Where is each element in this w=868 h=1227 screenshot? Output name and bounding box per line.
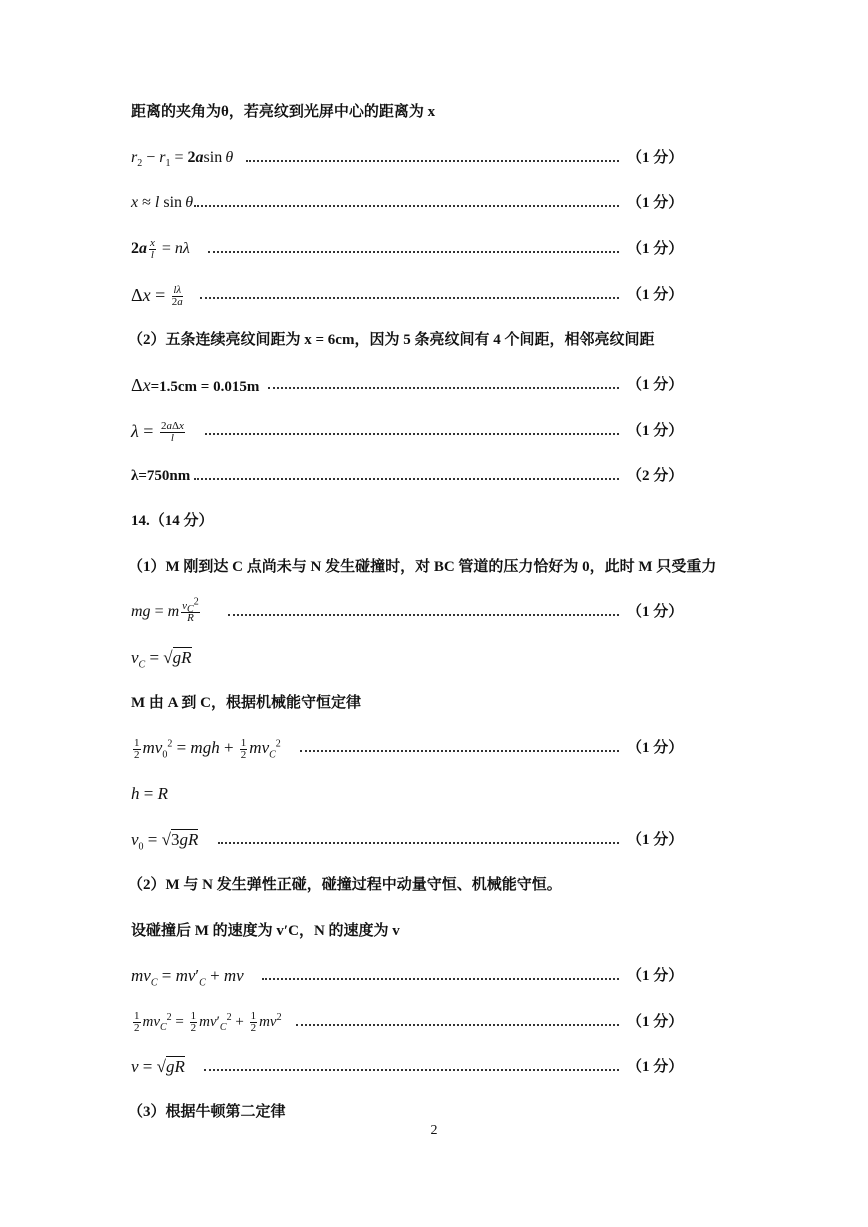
leader-dots — [228, 597, 619, 627]
leader-dots — [300, 733, 619, 763]
text-line — [0, 325, 868, 355]
formula-line — [0, 597, 868, 627]
line-text: （3）根据牛顿第二定律 — [128, 1104, 286, 1120]
formula-line — [0, 370, 868, 400]
score: （1 分） — [627, 287, 684, 303]
score: （1 分） — [627, 968, 684, 984]
formula: $r_2 - r_1 = 2asin$ θ — [131, 149, 234, 170]
line-text: 14.（14 分） — [131, 513, 214, 529]
formula-line — [0, 1052, 868, 1082]
formula-line — [0, 825, 868, 855]
score: （1 分） — [627, 377, 684, 393]
formula-line — [0, 416, 868, 446]
line-text: M 由 A 到 C，根据机械能守恒定律 — [131, 695, 361, 711]
formula: mg = m $\frac{v_C^2}{R}$ — [131, 596, 199, 624]
formula: $\frac{1}{2}$ $mv_0^2$ = mgh + $\frac{1}{2}$ $mv_C^2$ — [134, 736, 281, 761]
formula-line — [0, 188, 868, 218]
text-line — [0, 552, 868, 582]
text-line — [0, 870, 868, 900]
formula: 2a $\frac{x}{l}$ = nλ — [131, 236, 190, 261]
score: （1 分） — [627, 740, 684, 756]
page-number: 2 — [430, 1123, 438, 1138]
line-text: （1）M 刚到达 C 点尚未与 N 发生碰撞时，对 BC 管道的压力恰好为 0，此时 M 只受重力 — [128, 559, 717, 575]
leader-dots — [262, 961, 619, 991]
leader-dots — [246, 143, 619, 173]
leader-dots — [268, 370, 619, 400]
formula: $mv_C = mv'_C$ + mv — [131, 966, 244, 989]
score: （1 分） — [627, 423, 684, 439]
formula-line — [0, 779, 868, 809]
leader-dots — [208, 234, 619, 264]
score: （1 分） — [627, 1014, 684, 1030]
formula: λ=750nm — [131, 468, 191, 484]
leader-dots — [204, 1052, 619, 1082]
formula-line — [0, 1007, 868, 1037]
text-line — [0, 916, 868, 946]
formula: v = √gR — [131, 1057, 185, 1076]
line-text: （2）五条连续亮纹间距为 x = 6cm，因为 5 条亮纹间有 4 个间距，相邻亮纹间距 — [128, 332, 655, 348]
text-line — [0, 506, 868, 536]
score: （2 分） — [627, 468, 684, 484]
formula: $v_C = √gR$ — [131, 648, 192, 671]
leader-dots — [205, 416, 619, 446]
formula: $\frac{1}{2}$ $mv_C^2$ = $\frac{1}{2}$ $mv'_C^2$ + $\frac{1}{2}$ $mv^2$ — [134, 1010, 282, 1035]
line-text: 设碰撞后 M 的速度为 v′C，N 的速度为 v — [131, 923, 400, 939]
formula: λ = $\frac{\text{2aΔx}}{l}$ — [131, 420, 184, 445]
formula: h = R — [131, 784, 168, 803]
formula-line — [0, 234, 868, 264]
score: （1 分） — [627, 241, 684, 257]
leader-dots — [194, 188, 619, 218]
formula-line — [0, 461, 868, 491]
formula: Δx=1.5cm = 0.015m — [131, 375, 260, 395]
score: （1 分） — [627, 195, 684, 211]
formula-line — [0, 961, 868, 991]
formula-line — [0, 143, 868, 173]
line-text: （2）M 与 N 发生弹性正碰，碰撞过程中动量守恒、机械能守恒。 — [128, 877, 562, 893]
leader-dots — [200, 280, 619, 310]
formula-line — [0, 280, 868, 310]
score: （1 分） — [627, 832, 684, 848]
text-line — [0, 688, 868, 718]
leader-dots — [218, 825, 619, 855]
formula-line — [0, 733, 868, 763]
formula: x ≈ l sin θ — [131, 194, 194, 211]
text-line — [0, 97, 868, 127]
line-text: 距离的夹角为θ，若亮纹到光屏中心的距离为 x — [131, 104, 436, 120]
score: （1 分） — [627, 1059, 684, 1075]
leader-dots — [194, 461, 619, 491]
score: （1 分） — [627, 150, 684, 166]
formula: Δx = $\frac{l\lambda}{2a}$ — [131, 284, 183, 309]
score: （1 分） — [627, 604, 684, 620]
formula-line — [0, 643, 868, 673]
leader-dots — [296, 1007, 619, 1037]
formula: $v_0 = √3gR$ — [131, 830, 199, 853]
